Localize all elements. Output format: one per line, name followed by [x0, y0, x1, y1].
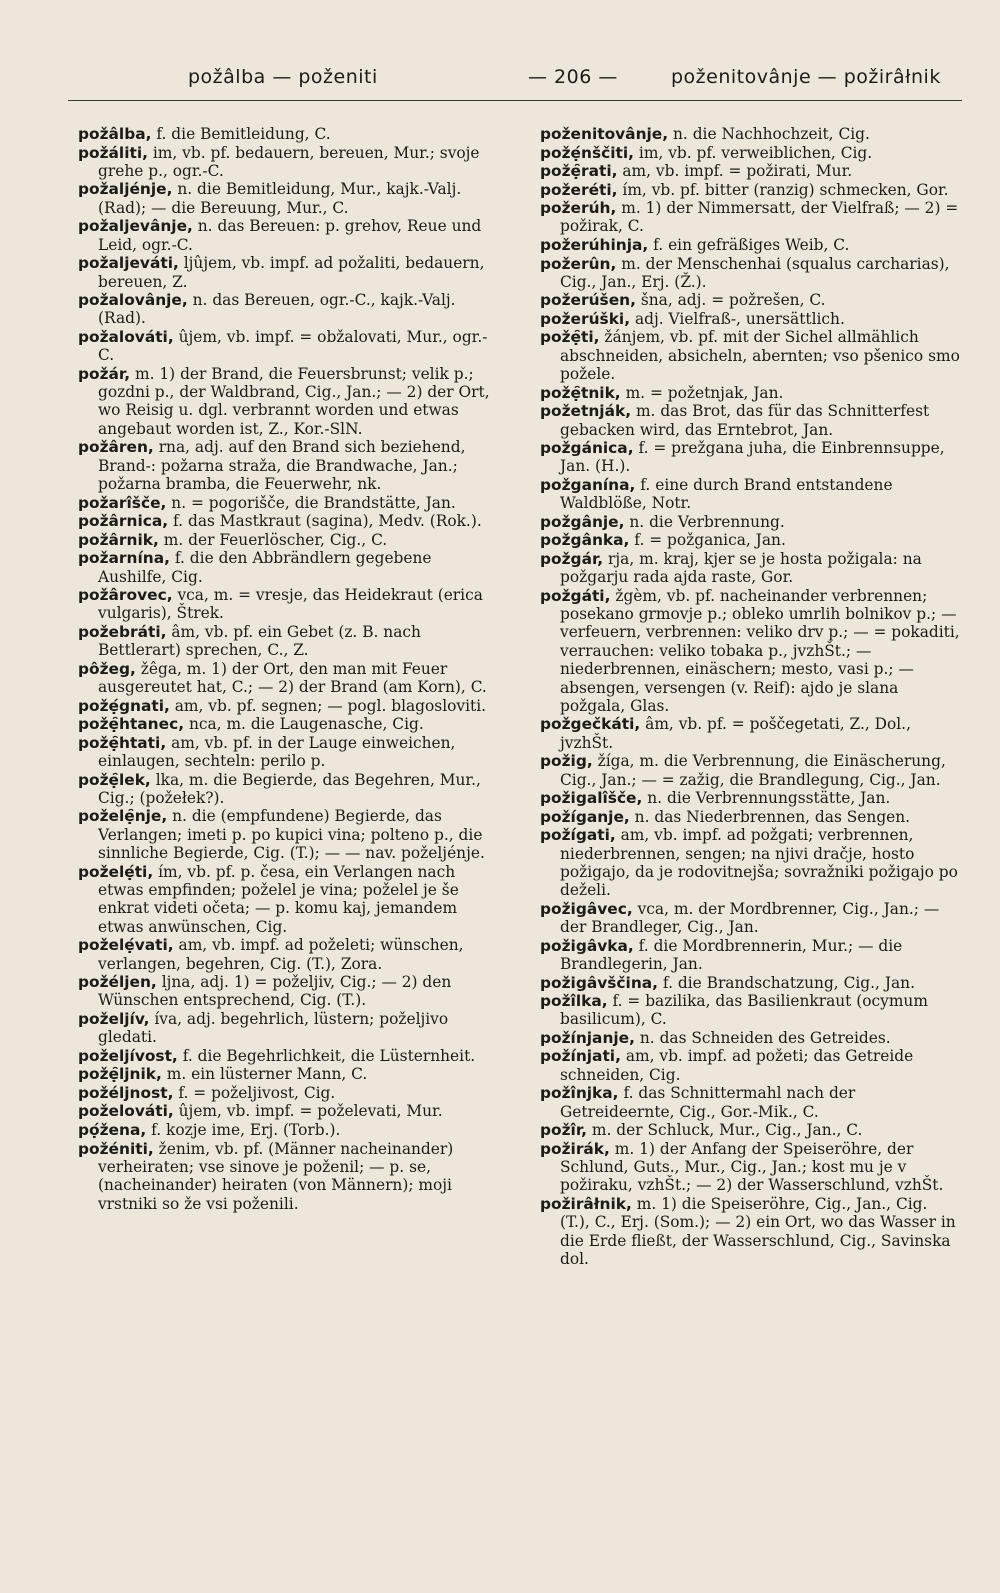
dictionary-entry	[78, 623, 493, 660]
dictionary-entry	[540, 199, 960, 236]
dictionary-entry	[78, 734, 493, 771]
entry-headword: požganína,	[540, 475, 636, 494]
entry-definition: f. die Mordbrennerin, Mur.; — die Brandlegerin, Jan.	[560, 936, 903, 973]
entry-definition: im, vb. pf. bedauern, bereuen, Mur.; svoje grehe p., ogr.-C.	[98, 143, 480, 180]
dictionary-entry	[540, 402, 960, 439]
dictionary-entry	[78, 807, 493, 862]
dictionary-entry	[540, 513, 960, 531]
dictionary-entry	[78, 771, 493, 808]
entry-headword: požerúh,	[540, 199, 617, 218]
dictionary-entry	[78, 936, 493, 973]
entry-headword: požîlka,	[540, 992, 608, 1011]
dictionary-entry	[540, 826, 960, 899]
entry-definition: m. der Schluck, Mur., Cig., Jan., C.	[591, 1121, 863, 1140]
entry-definition: am, vb. impf. ad požgati; verbrennen, niederbrennen, sengen; na njivi dračje, hosto požigajo, da je rodovitnejša; sovražniki požigajo po deželi.	[560, 826, 958, 900]
dictionary-entry	[540, 752, 960, 789]
entry-headword: požẹ̑rati,	[540, 162, 618, 181]
entry-headword: požígati,	[540, 826, 616, 845]
entry-definition: m. 1) der Anfang der Speiseröhre, der Schlund, Guts., Mur., Cig., Jan.; kost mu je v požiraku, vzhŠt.; — 2) der Wasserschlund, vzhŠt.	[560, 1139, 944, 1195]
entry-headword: pọ́žena,	[78, 1121, 147, 1139]
entry-definition: žgèm, vb. pf. nacheinander verbrennen; posekano grmovje p.; obleko umrlih bolnikov p.; — verfeuern, verbrennen: veliko drv p.; — = pokaditi, verrauchen: veliko tobaka p., jvzhŠt.; — niederbrennen, einäschern; mesto, vasi p.; — absengen, versengen (v. Reif): ajdo je slana požgala, Glas.	[560, 586, 960, 715]
dictionary-entry	[540, 937, 960, 974]
entry-definition: m. 1) der Nimmersatt, der Vielfraß; — 2) = požirak, C.	[560, 199, 959, 236]
entry-definition: n. das Niederbrennen, das Sengen.	[634, 807, 911, 826]
dictionary-entry	[78, 715, 493, 733]
entry-definition: ím, vb. pf. p. česa, ein Verlangen nach etwas empfinden; poželel je vina; poželel je še enkrat videti očeta; — p. komu kaj, jemandem etwas anwünschen, Cig.	[98, 862, 459, 936]
entry-headword: požínjati,	[540, 1047, 621, 1066]
entry-definition: ljûjem, vb. impf. ad požaliti, bedauern, bereuen, Z.	[98, 254, 485, 291]
entry-definition: n. das Bereuen, ogr.-C., kajk.-Valj. (Rad).	[98, 291, 456, 328]
left-column	[78, 125, 493, 1213]
dictionary-entry	[78, 1010, 493, 1047]
dictionary-entry	[78, 328, 493, 365]
entry-headword: požebráti,	[78, 622, 167, 641]
entry-definition: am, vb. impf. = požirati, Mur.	[622, 162, 853, 181]
dictionary-entry	[78, 438, 493, 493]
entry-headword: požârnik,	[78, 530, 159, 549]
entry-headword: požaljénje,	[78, 180, 173, 199]
dictionary-entry	[540, 144, 960, 162]
entry-headword: požigâvka,	[540, 936, 634, 955]
dictionary-entry	[78, 697, 493, 715]
entry-definition: adj. Vielfraß-, unersättlich.	[634, 309, 845, 328]
entry-headword: poželẹ́vati,	[78, 936, 174, 955]
entry-headword: požig,	[540, 752, 593, 771]
entry-headword: požaljeváti,	[78, 254, 179, 273]
dictionary-entry	[540, 1047, 960, 1084]
entry-headword: požigalîšče,	[540, 789, 643, 808]
dictionary-entry	[540, 550, 960, 587]
entry-definition: n. das Bereuen: p. grehov, Reue und Leid, ogr.-C.	[98, 217, 482, 254]
dictionary-entry	[78, 586, 493, 623]
dictionary-entry	[78, 549, 493, 586]
entry-headword: požerúšen,	[540, 291, 636, 310]
entry-definition: íva, adj. begehrlich, lüstern; poželjivo gledati.	[98, 1010, 449, 1047]
entry-headword: požâren,	[78, 438, 154, 457]
entry-definition: nca, m. die Laugenasche, Cig.	[188, 715, 424, 734]
dictionary-entry	[540, 439, 960, 476]
entry-definition: ûjem, vb. impf. = poželevati, Mur.	[178, 1102, 443, 1121]
entry-headword: požerúhinja,	[540, 236, 649, 254]
entry-definition: vca, m. der Mordbrenner, Cig., Jan.; — der Brandleger, Cig., Jan.	[560, 899, 940, 937]
entry-headword: požarnína,	[78, 549, 170, 568]
entry-definition: m. 1) die Speiseröhre, Cig., Jan., Cig. (T.), C., Erj. (Som.); — 2) ein Ort, wo das Wasser in die Erde fließt, der Wasserschlund, Cig., Savinska dol.	[560, 1194, 956, 1268]
dictionary-entry	[78, 125, 493, 143]
dictionary-entry	[78, 217, 493, 254]
entry-definition: m. der Feuerlöscher, Cig., C.	[163, 530, 388, 549]
dictionary-entry	[540, 900, 960, 937]
dictionary-entry	[78, 144, 493, 181]
entry-headword: požalovânje,	[78, 291, 188, 310]
entry-headword: poželjívost,	[78, 1046, 178, 1065]
entry-definition: âm, vb. pf. = poščegetati, Z., Dol., jvzhŠt.	[560, 715, 911, 752]
entry-headword: požgár,	[540, 549, 604, 568]
dictionary-entry	[78, 365, 493, 438]
entry-headword: požalováti,	[78, 327, 174, 346]
entry-headword: požârnica,	[78, 512, 169, 531]
entry-headword: požeréti,	[540, 180, 618, 199]
entry-definition: n. = pogorišče, die Brandstätte, Jan.	[171, 493, 456, 512]
dictionary-entry	[78, 660, 493, 697]
entry-headword: požarîšče,	[78, 493, 167, 512]
entry-headword: požirák,	[540, 1139, 610, 1158]
entry-definition: n. die Verbrennung.	[629, 512, 785, 531]
entry-definition: žánjem, vb. pf. mit der Sichel allmählich abschneiden, absicheln, abernten; vso pšenico smo požele.	[560, 328, 960, 384]
entry-headword: požgánica,	[540, 439, 634, 458]
header-right-guide-words: poženitovânje — požirâłnik	[671, 66, 941, 88]
entry-definition: rja, m. kraj, kjer se je hosta požigala: na požgarju rada ajda raste, Gor.	[560, 549, 922, 587]
entry-headword: požẹ̑htati,	[78, 733, 167, 752]
entry-definition: n. das Schneiden des Getreides.	[639, 1028, 891, 1047]
entry-headword: požetnják,	[540, 402, 632, 421]
dictionary-entry	[540, 476, 960, 513]
entry-headword: poželováti,	[78, 1102, 174, 1121]
entry-headword: požînjka,	[540, 1084, 619, 1103]
entry-definition: f. kozje ime, Erj. (Torb.).	[151, 1121, 341, 1139]
dictionary-entry	[540, 328, 960, 383]
dictionary-entry	[540, 1195, 960, 1268]
entry-headword: pôžeg,	[78, 659, 136, 678]
entry-definition: am, vb. pf. in der Lauge einweichen, einlaugen, sechteln: perilo p.	[98, 733, 456, 771]
dictionary-entry	[540, 531, 960, 549]
entry-definition: n. die Bemitleidung, Mur., kajk.-Valj.(Rad); — die Bereuung, Mur., C.	[98, 180, 462, 217]
entry-headword: požáliti,	[78, 143, 148, 162]
dictionary-entry	[78, 494, 493, 512]
dictionary-entry	[78, 291, 493, 328]
entry-headword: požár,	[78, 364, 131, 383]
entry-definition: vca, m. = vresje, das Heidekraut (erica vulgaris), Štrek.	[98, 586, 483, 623]
entry-definition: rna, adj. auf den Brand sich beziehend, Brand-: požarna straža, die Brandwache, Jan.; požarna bramba, die Feuerwehr, nk.	[98, 438, 466, 494]
dictionary-entry	[78, 1047, 493, 1065]
entry-definition: âm, vb. pf. ein Gebet (z. B. nach Bettlerart) sprechen, C., Z.	[98, 622, 421, 660]
dictionary-entry	[540, 310, 960, 328]
dictionary-entry	[78, 973, 493, 1010]
dictionary-entry	[540, 125, 960, 143]
dictionary-entry	[78, 1084, 493, 1102]
entry-definition: f. = požganica, Jan.	[634, 531, 786, 550]
dictionary-entry	[540, 974, 960, 992]
entry-headword: požíganje,	[540, 807, 630, 826]
dictionary-entry	[540, 291, 960, 309]
dictionary-entry	[78, 863, 493, 936]
entry-headword: požéljen,	[78, 973, 157, 992]
dictionary-entry	[540, 236, 960, 254]
entry-definition: f. = prežgana juha, die Einbrennsuppe, Jan. (H.).	[560, 439, 945, 476]
entry-headword: požigâvec,	[540, 899, 633, 918]
dictionary-entry	[540, 587, 960, 715]
dictionary-entry	[540, 181, 960, 199]
entry-definition: žíga, m. die Verbrennung, die Einäscherung, Cig., Jan.; — = zažig, die Brandlegung, Cig., Jan.	[560, 752, 946, 789]
entry-headword: požẹ̑ti,	[540, 328, 600, 347]
entry-definition: im, vb. pf. verweiblichen, Cig.	[638, 143, 873, 162]
entry-headword: požínjanje,	[540, 1028, 635, 1047]
dictionary-entry	[540, 1140, 960, 1195]
entry-definition: m. 1) der Brand, die Feuersbrunst; velik p.; gozdni p., der Waldbrand, Cig., Jan.; — 2) der Ort, wo Reisig u. dgl. verbrannt worden und etwas angebaut worden ist, Z., Kor.-SlN.	[98, 364, 490, 438]
entry-definition: n. die (empfundene) Begierde, das Verlangen; imeti p. po kupici vina; polteno p., die sinnliche Begierde, Cig. (T.); — — nav. poželjénje.	[98, 807, 485, 863]
dictionary-entry	[78, 180, 493, 217]
entry-headword: požgáti,	[540, 586, 611, 605]
entry-headword: požaljevânje,	[78, 217, 193, 236]
entry-definition: f. die Brandschatzung, Cig., Jan.	[662, 973, 915, 992]
dictionary-entry	[78, 512, 493, 530]
entry-headword: požẹ̑tnik,	[540, 383, 621, 402]
dictionary-entry	[78, 1102, 493, 1120]
dictionary-entry	[540, 1084, 960, 1121]
entry-headword: poželjív,	[78, 1010, 150, 1028]
header-rule	[68, 100, 962, 101]
entry-definition: am, vb. impf. ad poželeti; wünschen, verlangen, begehren, Cig. (T.), Zora.	[98, 936, 464, 973]
entry-definition: ûjem, vb. impf. = obžalovati, Mur., ogr.-C.	[98, 327, 488, 365]
entry-headword: požẹ̑ljnik,	[78, 1065, 162, 1084]
dictionary-entry	[540, 715, 960, 752]
dictionary-entry	[78, 1140, 493, 1213]
dictionary-entry	[78, 1065, 493, 1083]
entry-headword: požgânka,	[540, 531, 630, 550]
entry-headword: požîr,	[540, 1121, 587, 1140]
entry-definition: f. die den Abbrändlern gegebene Aushilfe, Cig.	[98, 549, 432, 586]
right-column	[540, 125, 960, 1269]
dictionary-entry	[540, 162, 960, 180]
dictionary-entry	[540, 255, 960, 292]
entry-definition: m. = požetnjak, Jan.	[625, 383, 784, 402]
entry-definition: ljna, adj. 1) = poželjiv, Cig.; — 2) den Wünschen entsprechend, Cig. (T.).	[98, 973, 452, 1010]
dictionary-entry	[540, 1121, 960, 1139]
header-left-guide-words: požâlba — poženiti	[188, 66, 378, 88]
dictionary-entry	[540, 992, 960, 1029]
entry-definition: šna, adj. = požrešen, C.	[640, 291, 826, 310]
entry-definition: f. ein gefräßiges Weib, C.	[653, 236, 850, 254]
entry-definition: m. der Menschenhai (squalus carcharias), Cig., Jan., Erj. (Ž.).	[560, 254, 950, 291]
entry-definition: ženim, vb. pf. (Männer nacheinander) verheiraten; vse sinove je poženil; — p. se, (nacheinander) heiraten (von Männern); moji vrstniki so že vsi poženili.	[98, 1139, 454, 1213]
page-number: — 206 —	[528, 66, 618, 88]
entry-headword: požgânje,	[540, 512, 625, 531]
entry-headword: poženitovânje,	[540, 125, 669, 143]
entry-headword: požirâłnik,	[540, 1194, 632, 1213]
entry-headword: poželẹ̑nje,	[78, 807, 168, 826]
entry-definition: f. die Begehrlichkeit, die Lüsternheit.	[182, 1046, 476, 1065]
entry-headword: poželẹ́ti,	[78, 862, 154, 881]
entry-definition: žêga, m. 1) der Ort, den man mit Feuer ausgereutet hat, C.; — 2) der Brand (am Korn), C.	[98, 659, 487, 697]
entry-headword: požârovec,	[78, 586, 173, 605]
entry-headword: požẹ̑htanec,	[78, 715, 185, 734]
entry-definition: ím, vb. pf. bitter (ranzig) schmecken, Gor.	[622, 180, 949, 199]
entry-definition: m. ein lüsterner Mann, C.	[166, 1065, 368, 1084]
entry-headword: požerûn,	[540, 254, 617, 273]
entry-definition: m. das Brot, das für das Schnitterfest gebacken wird, das Erntebrot, Jan.	[560, 402, 930, 439]
entry-definition: am, vb. pf. segnen; — pogl. blagosloviti.	[174, 696, 487, 715]
dictionary-entry	[540, 384, 960, 402]
entry-definition: n. die Verbrennungsstätte, Jan.	[647, 789, 891, 808]
dictionary-entry	[78, 254, 493, 291]
entry-headword: požẹ́gnati,	[78, 696, 170, 715]
entry-headword: požigâvščina,	[540, 973, 659, 992]
dictionary-entry	[540, 808, 960, 826]
dictionary-entry	[540, 1029, 960, 1047]
entry-headword: požerúški,	[540, 309, 631, 328]
entry-definition: lka, m. die Begierde, das Begehren, Mur., Cig.; (požełek?).	[98, 770, 481, 807]
dictionary-entry	[78, 531, 493, 549]
dictionary-entry	[540, 789, 960, 807]
entry-definition: f. die Bemitleidung, C.	[156, 125, 331, 143]
entry-definition: f. = poželjivost, Cig.	[178, 1083, 336, 1102]
entry-headword: požéniti,	[78, 1139, 154, 1158]
entry-headword: požẹ́nščiti,	[540, 143, 634, 162]
running-header	[68, 60, 960, 90]
entry-definition: f. das Schnittermahl nach der Getreideernte, Cig., Gor.-Mik., C.	[560, 1084, 856, 1121]
dictionary-entry	[78, 1121, 493, 1139]
entry-definition: f. eine durch Brand entstandene Waldblöße, Notr.	[560, 475, 893, 513]
entry-definition: am, vb. impf. ad požeti; das Getreide schneiden, Cig.	[560, 1047, 914, 1084]
entry-headword: požéljnost,	[78, 1083, 174, 1102]
entry-headword: požẹ̑lek,	[78, 770, 151, 789]
entry-definition: n. die Nachhochzeit, Cig.	[673, 125, 870, 143]
entry-headword: požâlba,	[78, 125, 152, 143]
entry-definition: f. das Mastkraut (sagina), Medv. (Rok.).	[173, 512, 482, 531]
entry-definition: f. = bazilika, das Basilienkraut (ocymum basilicum), C.	[560, 992, 928, 1029]
entry-headword: požgečkáti,	[540, 715, 641, 734]
